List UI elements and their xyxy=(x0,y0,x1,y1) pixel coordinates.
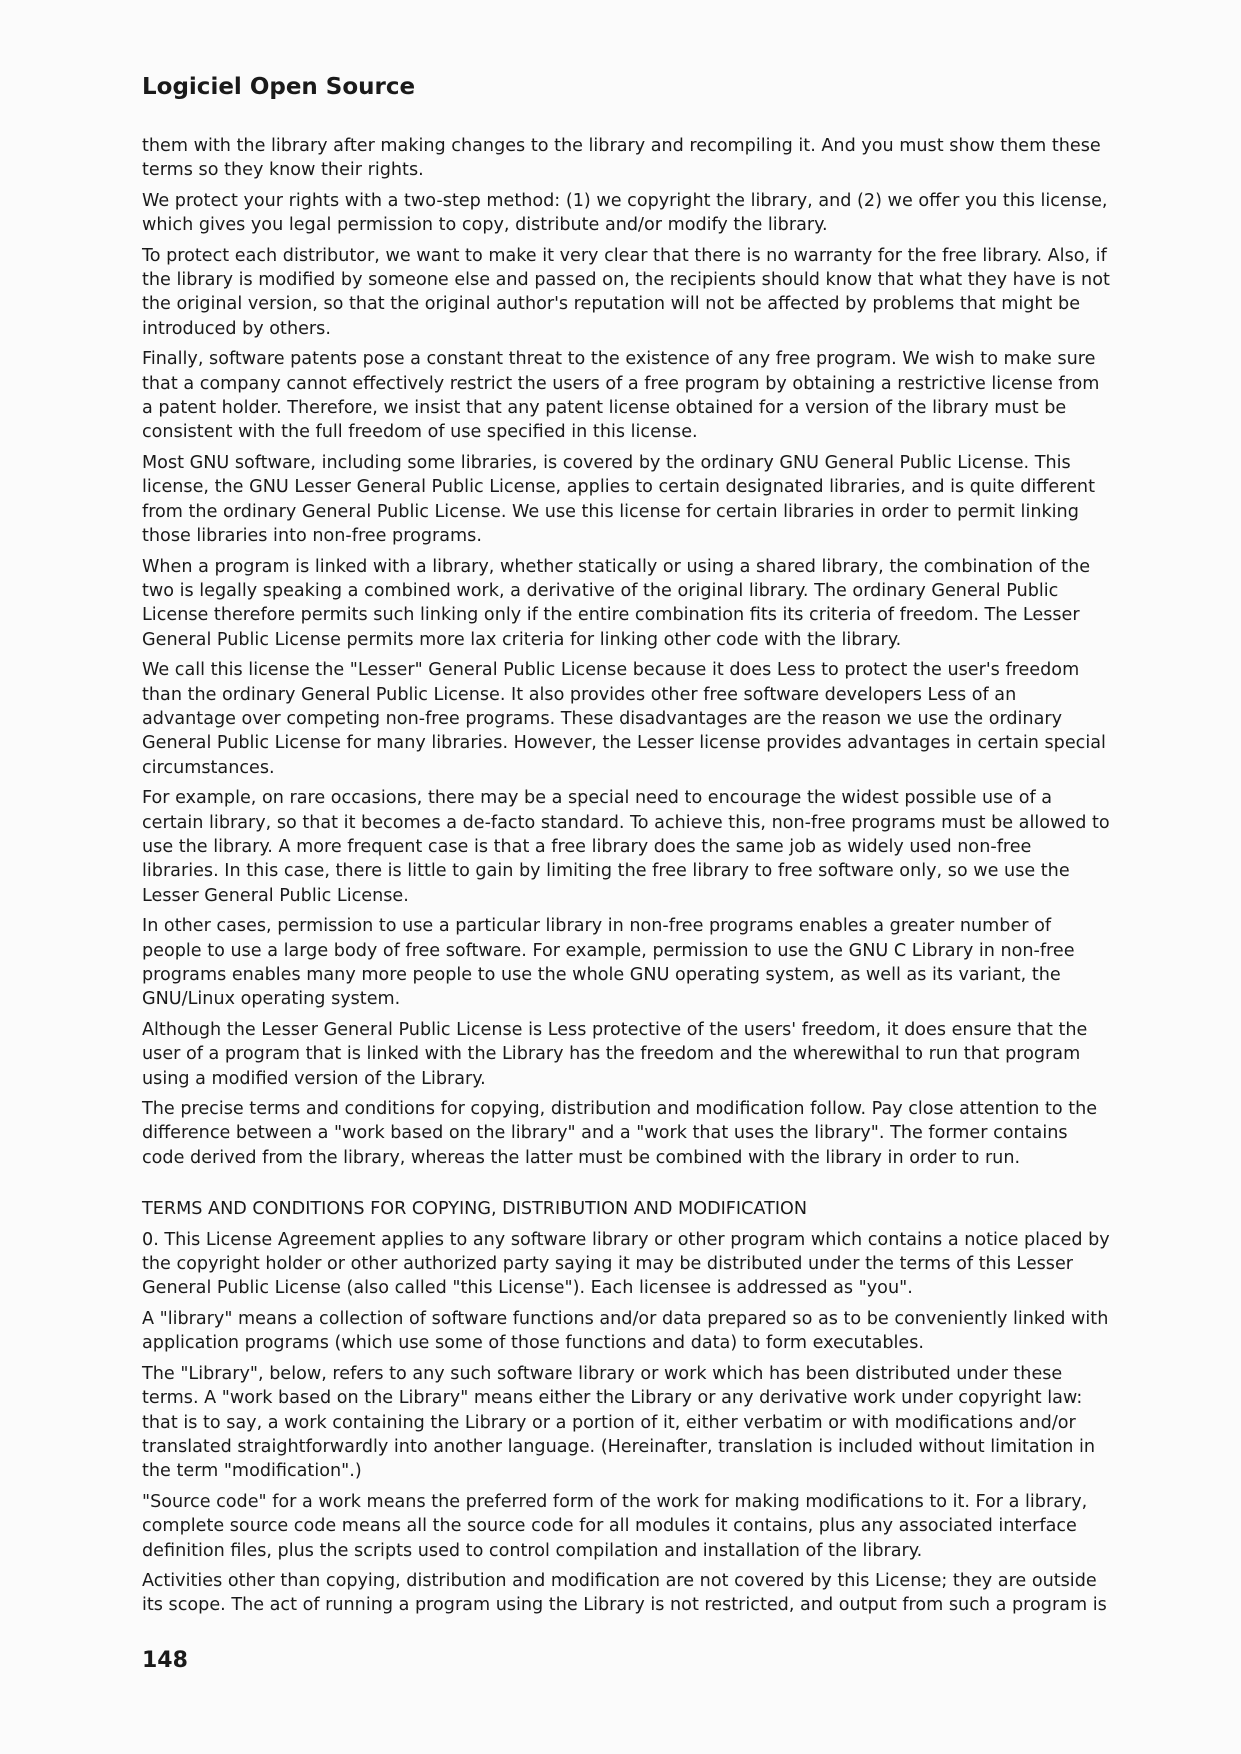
paragraph: "Source code" for a work means the preferred form of the work for making modifications to it. For a library, complete source code means all the source code for all modules it contains, plus any associated interface definition files, plus the scripts used to control compilation and installation of the library. xyxy=(142,1491,1088,1561)
paragraph: In other cases, permission to use a particular library in non-free programs enables a greater number of people to use a large body of free software. For example, permission to use the GNU C Library in non-free programs enables many more people to use the whole GNU operating system, as well as its variant, the GNU/Linux operating system. xyxy=(142,916,1075,1010)
paragraph: Activities other than copying, distribution and modification are not covered by this License; they are outside its scope. The act of running a program using the Library is not restricted, and output from such a program is xyxy=(142,1570,1107,1616)
paragraph: 0. This License Agreement applies to any software library or other program which contains a notice placed by the copyright holder or other authorized party saying it may be distributed under the terms of this Lesser General Public License (also called "this License"). Each licensee is addressed as "you". xyxy=(142,1229,1110,1299)
paragraph: For example, on rare occasions, there may be a special need to encourage the widest possible use of a certain library, so that it becomes a de-facto standard. To achieve this, non-free programs must be allowed to use the library. A more frequent case is that a free library does the same job as widely used non-free libraries. In this case, there is little to gain by limiting the free library to free software only, so we use the Lesser General Public License. xyxy=(142,788,1110,906)
paragraph: The precise terms and conditions for copying, distribution and modification follow. Pay close attention to the difference between a "work based on the library" and a "work that uses the library". The former contains code derived from the library, whereas the latter must be combined with the library in order to run. xyxy=(142,1099,1098,1168)
paragraph: When a program is linked with a library, whether statically or using a shared library, the combination of the two is legally speaking a combined work, a derivative of the original library. The ordinary General Public License therefore permits such linking only if the entire combination fits its criteria of freedom. The Lesser General Public License permits more lax criteria for linking other code with the library. xyxy=(142,556,1091,650)
paragraph: Most GNU software, including some libraries, is covered by the ordinary GNU General Public License. This license, the GNU Lesser General Public License, applies to certain designated libraries, and is quite different from the ordinary General Public License. We use this license for certain libraries in order to permit linking those libraries into non-free programs. xyxy=(142,452,1095,547)
paragraph: them with the library after making changes to the library and recompiling it. And you must show them these terms so they know their rights. xyxy=(142,136,1101,181)
paragraph: Finally, software patents pose a constant threat to the existence of any free program. We wish to make sure that a company cannot effectively restrict the users of a free program by obtaining a restrictive license from a patent holder. Therefore, we insist that any patent license obtained for a version of the library must be consistent with the full freedom of use specified in this license. xyxy=(142,349,1100,443)
paragraph: We call this license the "Lesser" General Public License because it does Less to protect the user's freedom than the ordinary General Public License. It also provides other free software developers Less of an advantage over competing non-free programs. These disadvantages are the reason we use the ordinary General Public License for many libraries. However, the Lesser license provides advantages in certain special circumstances. xyxy=(142,660,1106,778)
paragraph: A "library" means a collection of software functions and/or data prepared so as to be conveniently linked with application programs (which use some of those functions and data) to form executables. xyxy=(142,1308,1109,1354)
page-number: 148 xyxy=(142,1648,188,1673)
body-text xyxy=(142,134,1112,1624)
paragraph: To protect each distributor, we want to make it very clear that there is no warranty for the free library. Also, if the library is modified by someone else and passed on, the recipients should know that what they have is not the original version, so that the original author's reputation will not be affected by problems that might be introduced by others. xyxy=(142,245,1110,339)
paragraph: Although the Lesser General Public License is Less protective of the users' freedom, it does ensure that the user of a program that is linked with the Library has the freedom and the wherewithal to run that program using a modified version of the Library. xyxy=(142,1019,1088,1089)
paragraph: We protect your rights with a two-step method: (1) we copyright the library, and (2) we offer you this license, which gives you legal permission to copy, distribute and/or modify the library. xyxy=(142,190,1108,236)
section-heading: TERMS AND CONDITIONS FOR COPYING, DISTRIBUTION AND MODIFICATION xyxy=(142,1199,808,1220)
paragraph: The "Library", below, refers to any such software library or work which has been distributed under these terms. A "work based on the Library" means either the Library or any derivative work under copyright law: that is to say, a work containing the Library or a portion of it, either verbatim or with modifications and/or translated straightforwardly into another language. (Hereinafter, translation is included without limitation in the term "modification".) xyxy=(142,1363,1096,1482)
running-header: Logiciel Open Source xyxy=(142,74,416,100)
